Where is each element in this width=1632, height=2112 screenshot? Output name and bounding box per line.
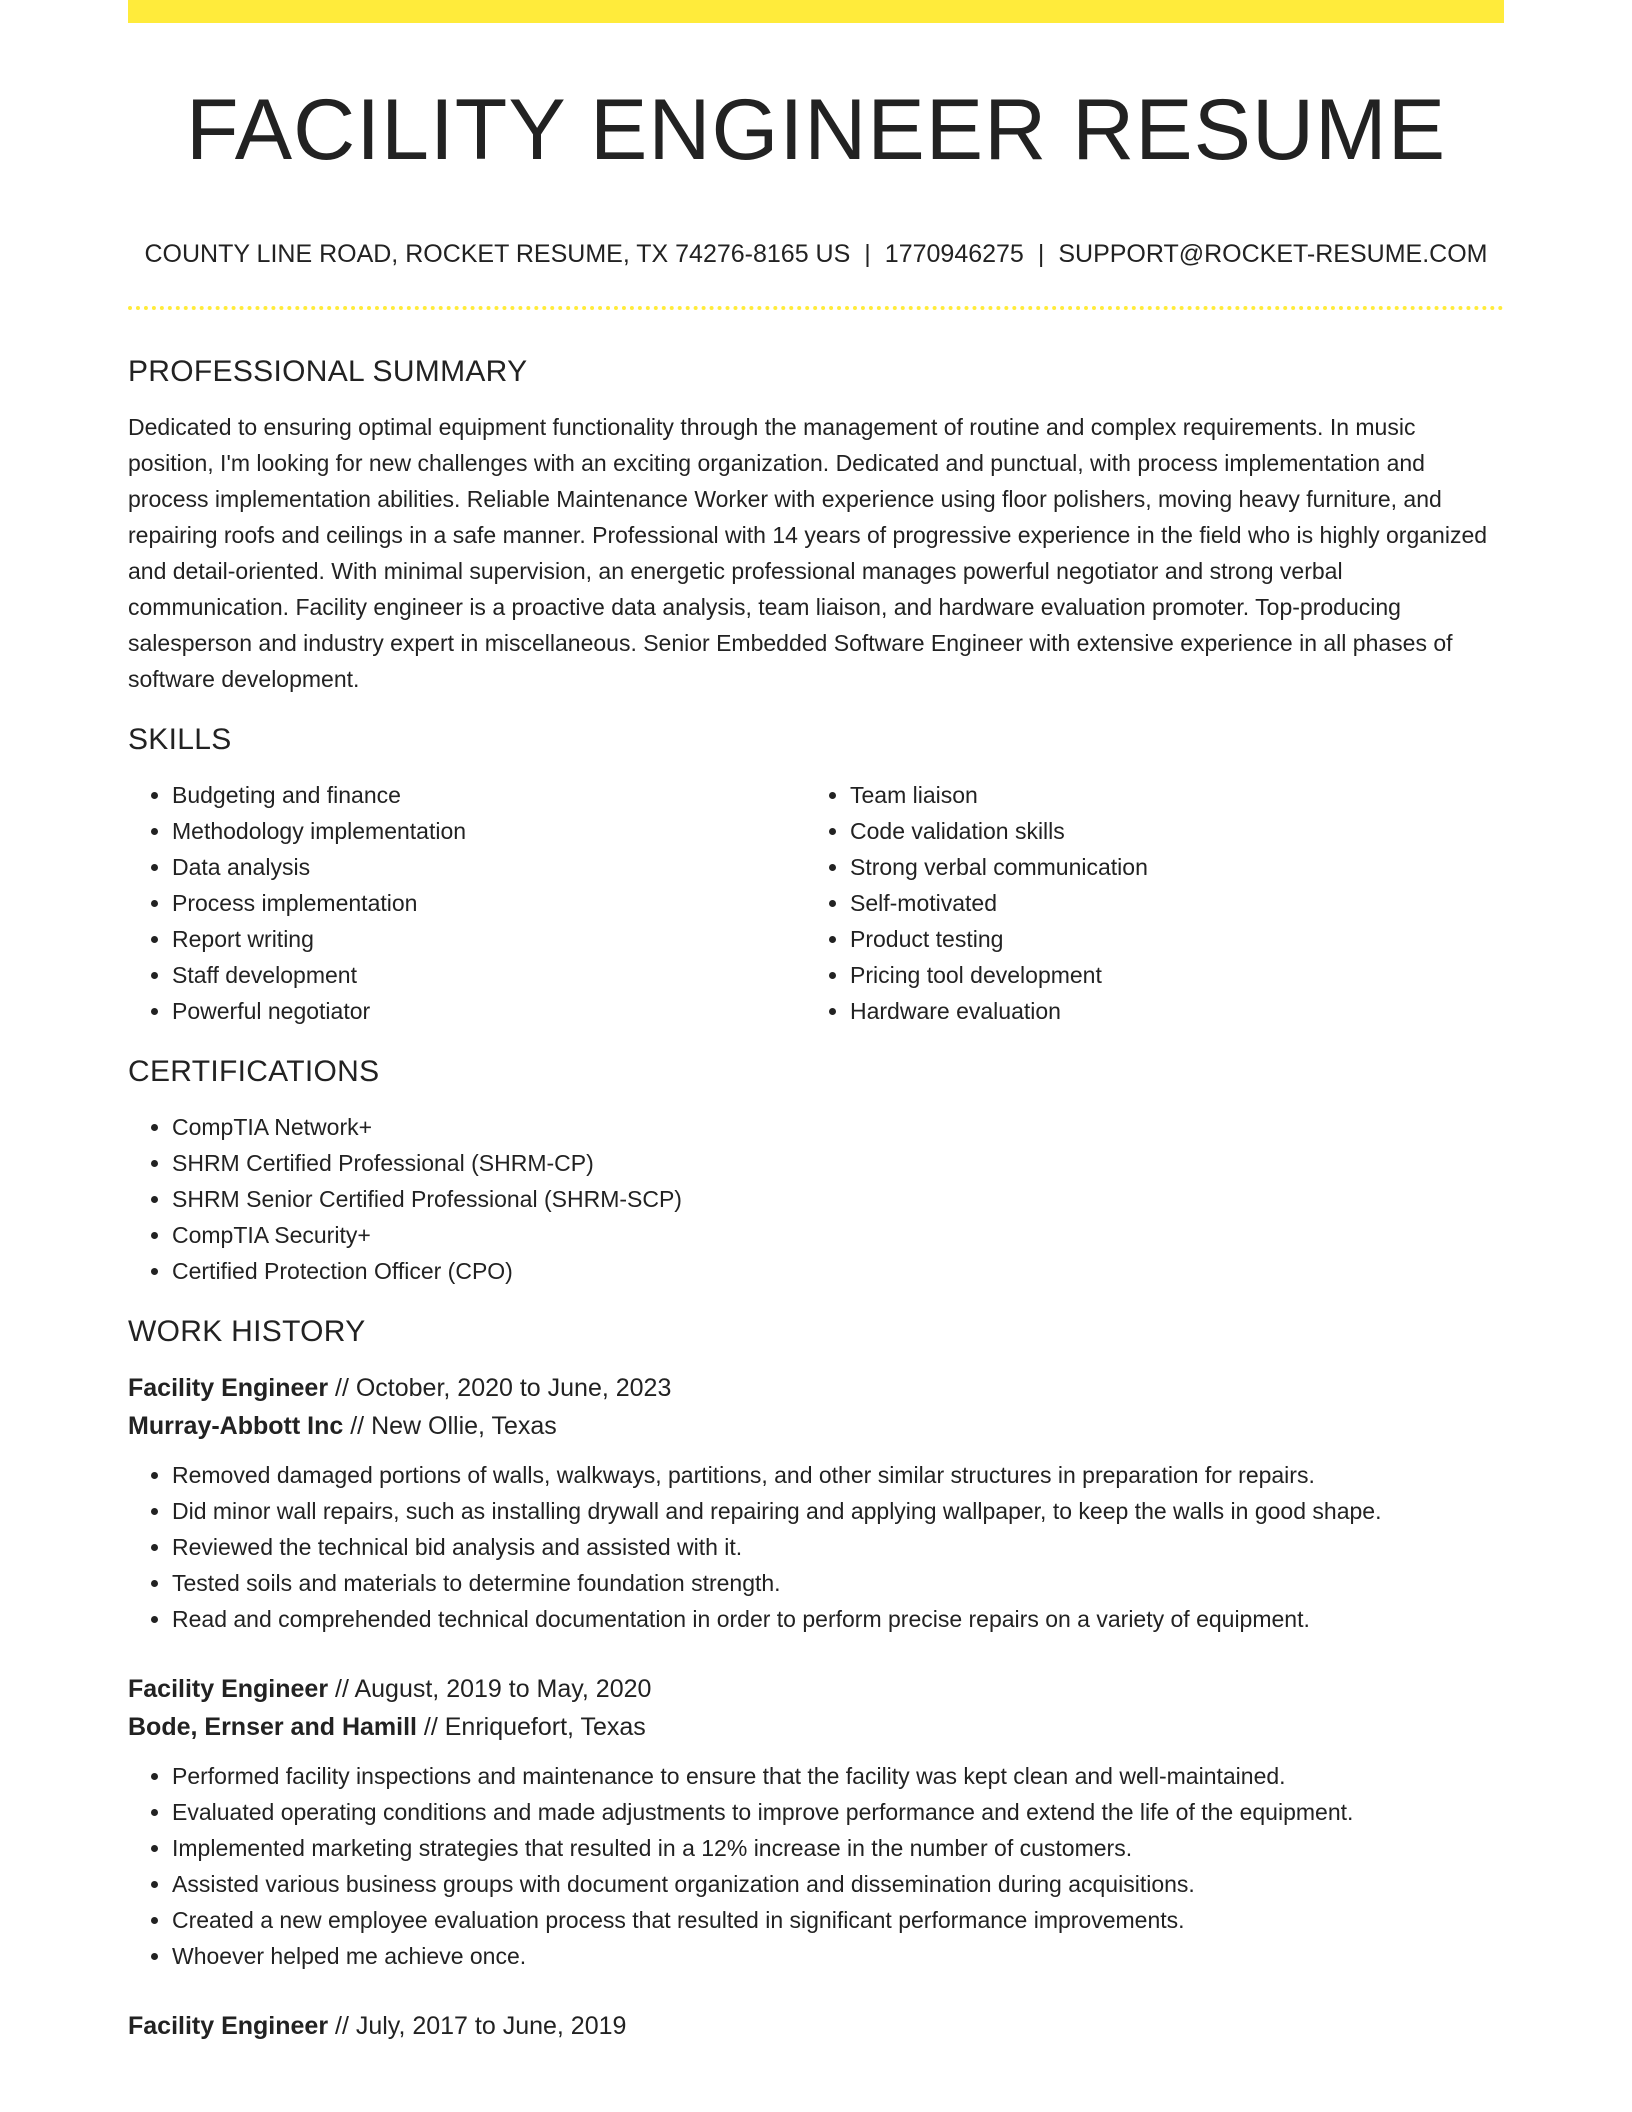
contact-address: COUNTY LINE ROAD, ROCKET RESUME, TX 74276-8165 US (144, 240, 851, 268)
job-location: // New Ollie, Texas (343, 1412, 557, 1440)
certification-item: • CompTIA Security+ (172, 1217, 1504, 1253)
job-duty: • Read and comprehended technical documentation in order to perform precise repairs on a variety of equipment. (172, 1601, 1504, 1637)
skill-item: • Team liaison (850, 777, 1484, 813)
job-duty: • Assisted various business groups with document organization and dissemination during acquisitions. (172, 1866, 1504, 1902)
job-duty: • Evaluated operating conditions and made adjustments to improve performance and extend the life of the equipment. (172, 1794, 1504, 1830)
work-history-heading: WORK HISTORY (128, 1315, 366, 1348)
job-entry (128, 1369, 1504, 1637)
skill-item: • Code validation skills (850, 813, 1484, 849)
job-duty: • Did minor wall repairs, such as installing drywall and repairing and applying wallpaper, to keep the walls in good shape. (172, 1493, 1504, 1529)
job-title-line (128, 1670, 1504, 1708)
contact-separator: | (1037, 240, 1045, 268)
skill-item: • Product testing (850, 921, 1484, 957)
accent-top-bar (128, 0, 1504, 23)
job-role: Facility Engineer (128, 2012, 329, 2040)
contact-line (128, 238, 1504, 270)
job-location: // Enriquefort, Texas (416, 1713, 646, 1741)
skill-item: • Process implementation (172, 885, 806, 921)
job-dates: // July, 2017 to June, 2019 (328, 2012, 627, 2040)
resume-content (128, 352, 1504, 2045)
skill-item: • Powerful negotiator (172, 993, 806, 1029)
job-entry (128, 2007, 1504, 2045)
dotted-divider (128, 306, 1504, 310)
job-duty: • Tested soils and materials to determine foundation strength. (172, 1565, 1504, 1601)
contact-phone[interactable]: 1770946275 (884, 240, 1024, 268)
certification-item: • SHRM Senior Certified Professional (SHRM-SCP) (172, 1181, 1504, 1217)
skills-left-column (128, 777, 806, 1029)
skills-right-column (806, 777, 1484, 1029)
certifications-list (128, 1109, 1504, 1289)
job-company-line (128, 1708, 1504, 1746)
job-title-line (128, 1369, 1504, 1407)
certification-item: • CompTIA Network+ (172, 1109, 1504, 1145)
certification-item: • Certified Protection Officer (CPO) (172, 1253, 1504, 1289)
contact-separator: | (864, 240, 871, 268)
job-entry (128, 1670, 1504, 1974)
skill-item: • Pricing tool development (850, 957, 1484, 993)
certification-item: • SHRM Certified Professional (SHRM-CP) (172, 1145, 1504, 1181)
resume-title: FACILITY ENGINEER RESUME (185, 82, 1447, 178)
job-company: Bode, Ernser and Hamill (128, 1713, 417, 1741)
contact-email[interactable]: SUPPORT@ROCKET-RESUME.COM (1058, 240, 1488, 268)
skill-item: • Self-motivated (850, 885, 1484, 921)
job-duty: • Removed damaged portions of walls, walkways, partitions, and other similar structures in preparation for repairs. (172, 1457, 1504, 1493)
summary-heading: PROFESSIONAL SUMMARY (128, 355, 528, 388)
job-dates: // October, 2020 to June, 2023 (328, 1374, 672, 1402)
skill-item: • Strong verbal communication (850, 849, 1484, 885)
job-duty: • Implemented marketing strategies that resulted in a 12% increase in the number of customers. (172, 1830, 1504, 1866)
skill-item: • Budgeting and finance (172, 777, 806, 813)
skill-item: • Report writing (172, 921, 806, 957)
job-duty: • Performed facility inspections and maintenance to ensure that the facility was kept clean and well-maintained. (172, 1758, 1504, 1794)
skill-item: • Methodology implementation (172, 813, 806, 849)
job-duty: • Whoever helped me achieve once. (172, 1938, 1504, 1974)
skills-list (128, 777, 1504, 1029)
skills-heading: SKILLS (128, 723, 232, 756)
job-duty: • Created a new employee evaluation process that resulted in significant performance improvements. (172, 1902, 1504, 1938)
job-duties (128, 1758, 1504, 1974)
summary-text: Dedicated to ensuring optimal equipment functionality through the management of routine and complex requirements. In music position, I'm looking for new challenges with an exciting organization. Dedicated and punctual, with process implementation and process implementation abilities. Reliable Maintenance Worker with experience using floor polishers, moving heavy furniture, and repairing roofs and ceilings in a safe manner. Professional with 14 years of progressive experience in the field who is highly organized and detail-oriented. With minimal supervision, an energetic professional manages powerful negotiator and strong verbal communication. Facility engineer is a proactive data analysis, team liaison, and hardware evaluation promoter. Top-producing salesperson and industry expert in miscellaneous. Senior Embedded Software Engineer with extensive experience in all phases of software development. (128, 414, 1488, 692)
job-company: Murray-Abbott Inc (128, 1412, 344, 1440)
job-duties (128, 1457, 1504, 1637)
job-role: Facility Engineer (128, 1675, 329, 1703)
skill-item: • Hardware evaluation (850, 993, 1484, 1029)
skill-item: • Staff development (172, 957, 806, 993)
job-title-line (128, 2007, 1504, 2045)
job-dates: // August, 2019 to May, 2020 (328, 1675, 652, 1703)
certifications-heading: CERTIFICATIONS (128, 1055, 380, 1088)
job-role: Facility Engineer (128, 1374, 329, 1402)
skill-item: • Data analysis (172, 849, 806, 885)
job-company-line (128, 1407, 1504, 1445)
job-duty: • Reviewed the technical bid analysis and assisted with it. (172, 1529, 1504, 1565)
